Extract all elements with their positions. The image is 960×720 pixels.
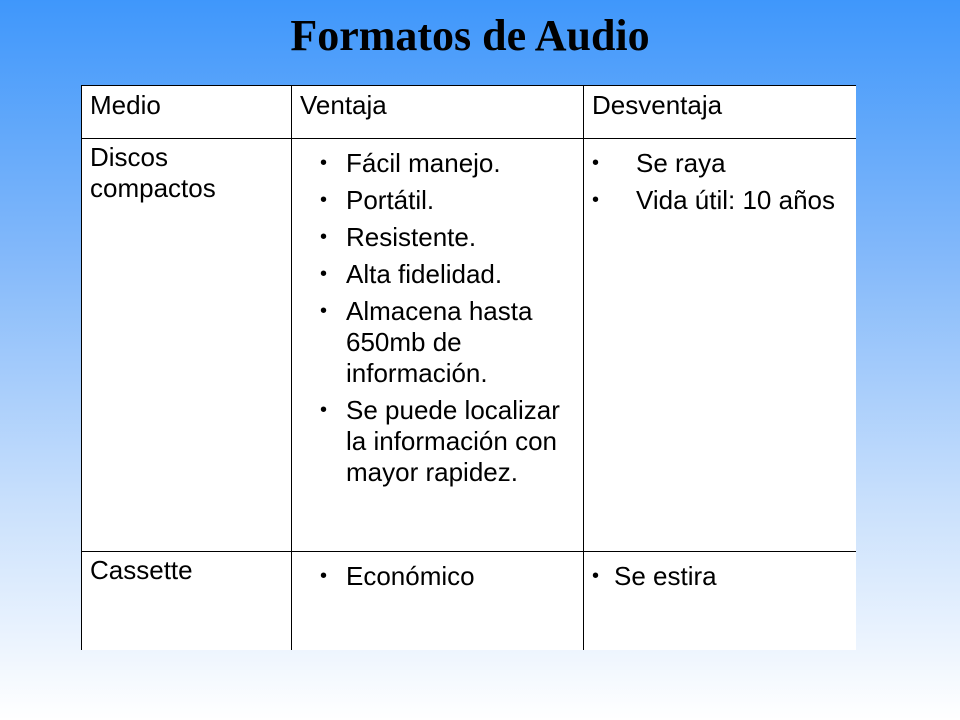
cell-desventajas — [584, 139, 857, 552]
ventaja-text: Alta fidelidad. — [346, 259, 503, 289]
ventaja-text: Portátil. — [346, 185, 435, 215]
list-item — [592, 148, 856, 179]
list-item — [300, 148, 575, 179]
bullet-dot-icon: • — [320, 399, 328, 421]
bullet-dot-icon: • — [320, 263, 328, 285]
audio-formats-table — [81, 85, 856, 650]
list-item — [300, 259, 575, 290]
table-row — [82, 139, 857, 552]
cell-ventajas — [292, 139, 584, 552]
desventajas-list — [592, 561, 856, 592]
list-item — [300, 296, 575, 389]
bullet-dot-icon: • — [592, 189, 600, 211]
list-item — [300, 222, 575, 253]
page-title: Formatos de Audio — [290, 11, 650, 60]
desventaja-text: Se raya — [636, 148, 726, 178]
ventaja-text: Almacena hasta 650mb de información. — [346, 296, 533, 388]
ventaja-text: Fácil manejo. — [346, 148, 501, 178]
cell-ventajas — [292, 552, 584, 651]
ventaja-text: Resistente. — [346, 222, 477, 252]
list-item — [300, 185, 575, 216]
header-medio: Medio — [82, 86, 292, 139]
list-item — [300, 395, 575, 488]
bullet-dot-icon: • — [592, 565, 600, 587]
header-desventaja: Desventaja — [584, 86, 857, 139]
bullet-dot-icon: • — [320, 226, 328, 248]
ventaja-text: Económico — [346, 561, 475, 591]
desventaja-text: Vida útil: 10 años — [636, 185, 835, 215]
medio-label: Discos compactos — [90, 142, 216, 203]
list-item — [592, 185, 856, 216]
cell-medio — [82, 552, 292, 651]
bullet-dot-icon: • — [320, 300, 328, 322]
table — [81, 85, 856, 650]
list-item — [300, 561, 575, 592]
ventaja-text: Se puede localizar la información con mayor rapidez. — [346, 395, 560, 487]
medio-label: Cassette — [90, 555, 193, 585]
cell-medio — [82, 139, 292, 552]
table-header-row — [82, 86, 857, 139]
list-item — [592, 561, 856, 592]
desventaja-text: Se estira — [614, 561, 717, 591]
ventajas-list — [300, 561, 575, 592]
desventajas-list — [592, 148, 856, 216]
bullet-dot-icon: • — [592, 152, 600, 174]
ventajas-list — [300, 148, 575, 488]
bullet-dot-icon: • — [320, 189, 328, 211]
cell-desventajas — [584, 552, 857, 651]
bullet-dot-icon: • — [320, 565, 328, 587]
header-ventaja: Ventaja — [292, 86, 584, 139]
table-row — [82, 552, 857, 651]
bullet-dot-icon: • — [320, 152, 328, 174]
